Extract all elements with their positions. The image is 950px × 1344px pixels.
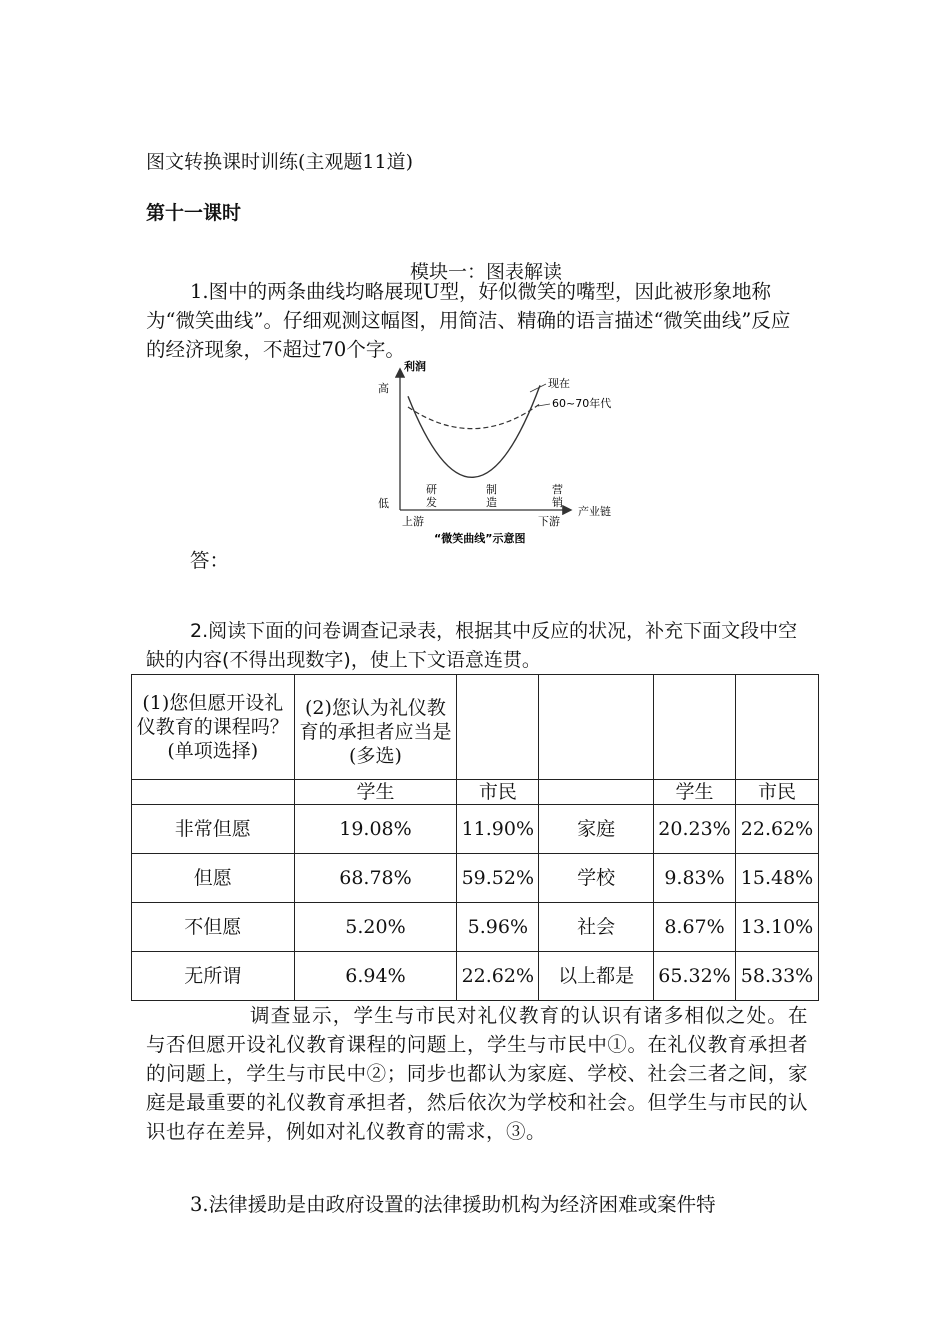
- x-end-downstream: 下游: [538, 515, 560, 528]
- table-cell: 65.32%: [654, 952, 736, 1001]
- question-2-text: 2.阅读下面的问卷调查记录表，根据其中反应的状况，补充下面文段中空缺的内容(不得出现数字)，使上下文语意连贯。: [146, 620, 798, 671]
- table-cell: 不但愿: [132, 903, 295, 952]
- table-cell: 但愿: [132, 854, 295, 903]
- stage-label: 制: [486, 483, 497, 496]
- sub-header-student: 学生: [294, 780, 457, 805]
- table-cell: 68.78%: [294, 854, 457, 903]
- stage-label: 销: [552, 496, 563, 509]
- x-end-upstream: 上游: [402, 515, 424, 528]
- sub-header-citizen: 市民: [736, 780, 819, 805]
- question-1-text: 1.图中的两条曲线均略展现U型，好似微笑的嘴型，因此被形象地称为“微笑曲线”。仔细观测这幅图，用简洁、精确的语言描述“微笑曲线”反应的经济现象，不超过70个字。: [146, 280, 791, 361]
- question-3-text: 3.法律援助是由政府设置的法律援助机构为经济困难或案件特: [190, 1193, 716, 1216]
- table-cell: 9.83%: [654, 854, 736, 903]
- table-cell: 5.96%: [457, 903, 539, 952]
- table-cell: 以上都是: [539, 952, 654, 1001]
- table-cell: 13.10%: [736, 903, 819, 952]
- table-cell: 学校: [539, 854, 654, 903]
- x-axis-label: 产业链: [578, 505, 611, 518]
- table-cell: 家庭: [539, 805, 654, 854]
- y-tick-high: 高: [378, 382, 389, 395]
- table-cell: 19.08%: [294, 805, 457, 854]
- header-q1: (1)您但愿开设礼仪教育的课程吗？(单项选择): [132, 675, 295, 780]
- header-q2: (2)您认为礼仪教育的承担者应当是(多选): [294, 675, 457, 780]
- survey-table: [131, 674, 819, 1001]
- y-tick-low: 低: [378, 497, 389, 510]
- stage-label: 发: [426, 496, 437, 509]
- table-cell: 6.94%: [294, 952, 457, 1001]
- stage-label: 造: [486, 496, 497, 509]
- answer-label: 答：: [190, 549, 230, 572]
- table-cell: 11.90%: [457, 805, 539, 854]
- table-cell: 无所谓: [132, 952, 295, 1001]
- table-cell: 22.62%: [736, 805, 819, 854]
- table-cell: 20.23%: [654, 805, 736, 854]
- sub-header-student: 学生: [654, 780, 736, 805]
- sub-header-citizen: 市民: [457, 780, 539, 805]
- series-now-line: [408, 385, 540, 477]
- table-cell: 22.62%: [457, 952, 539, 1001]
- table-row: [132, 903, 819, 952]
- legend-6070: 60~70年代: [552, 397, 612, 410]
- table-cell: 8.67%: [654, 903, 736, 952]
- module-heading: 模块一：图表解读: [410, 261, 563, 283]
- chart-caption: “微笑曲线”示意图: [434, 532, 526, 545]
- table-cell: 5.20%: [294, 903, 457, 952]
- smile-curve-chart: [360, 360, 630, 550]
- legend-now: 现在: [548, 377, 570, 390]
- table-row: [132, 854, 819, 903]
- y-axis-label: 利润: [404, 360, 426, 373]
- stage-label: 营: [552, 483, 563, 496]
- stage-label: 研: [426, 483, 437, 496]
- table-row: [132, 952, 819, 1001]
- table-cell: 非常但愿: [132, 805, 295, 854]
- question-2-passage: 调查显示，学生与市民对礼仪教育的认识有诸多相似之处。在与否但愿开设礼仪教育课程的问题上，学生与市民中①。在礼仪教育承担者的问题上，学生与市民中②；同步也都认为家庭、学校、社会三者之间，家庭是最重要的礼仪教育承担者，然后依次为学校和社会。但学生与市民的认识也存在差异，例如对礼仪教育的需求，③。: [146, 1004, 808, 1143]
- document-title: 图文转换课时训练(主观题11道): [146, 151, 414, 173]
- lesson-heading: 第十一课时: [146, 202, 242, 224]
- table-cell: 58.33%: [736, 952, 819, 1001]
- table-row: [132, 805, 819, 854]
- table-cell: 社会: [539, 903, 654, 952]
- table-cell: 59.52%: [457, 854, 539, 903]
- series-6070-line: [408, 404, 540, 429]
- table-cell: 15.48%: [736, 854, 819, 903]
